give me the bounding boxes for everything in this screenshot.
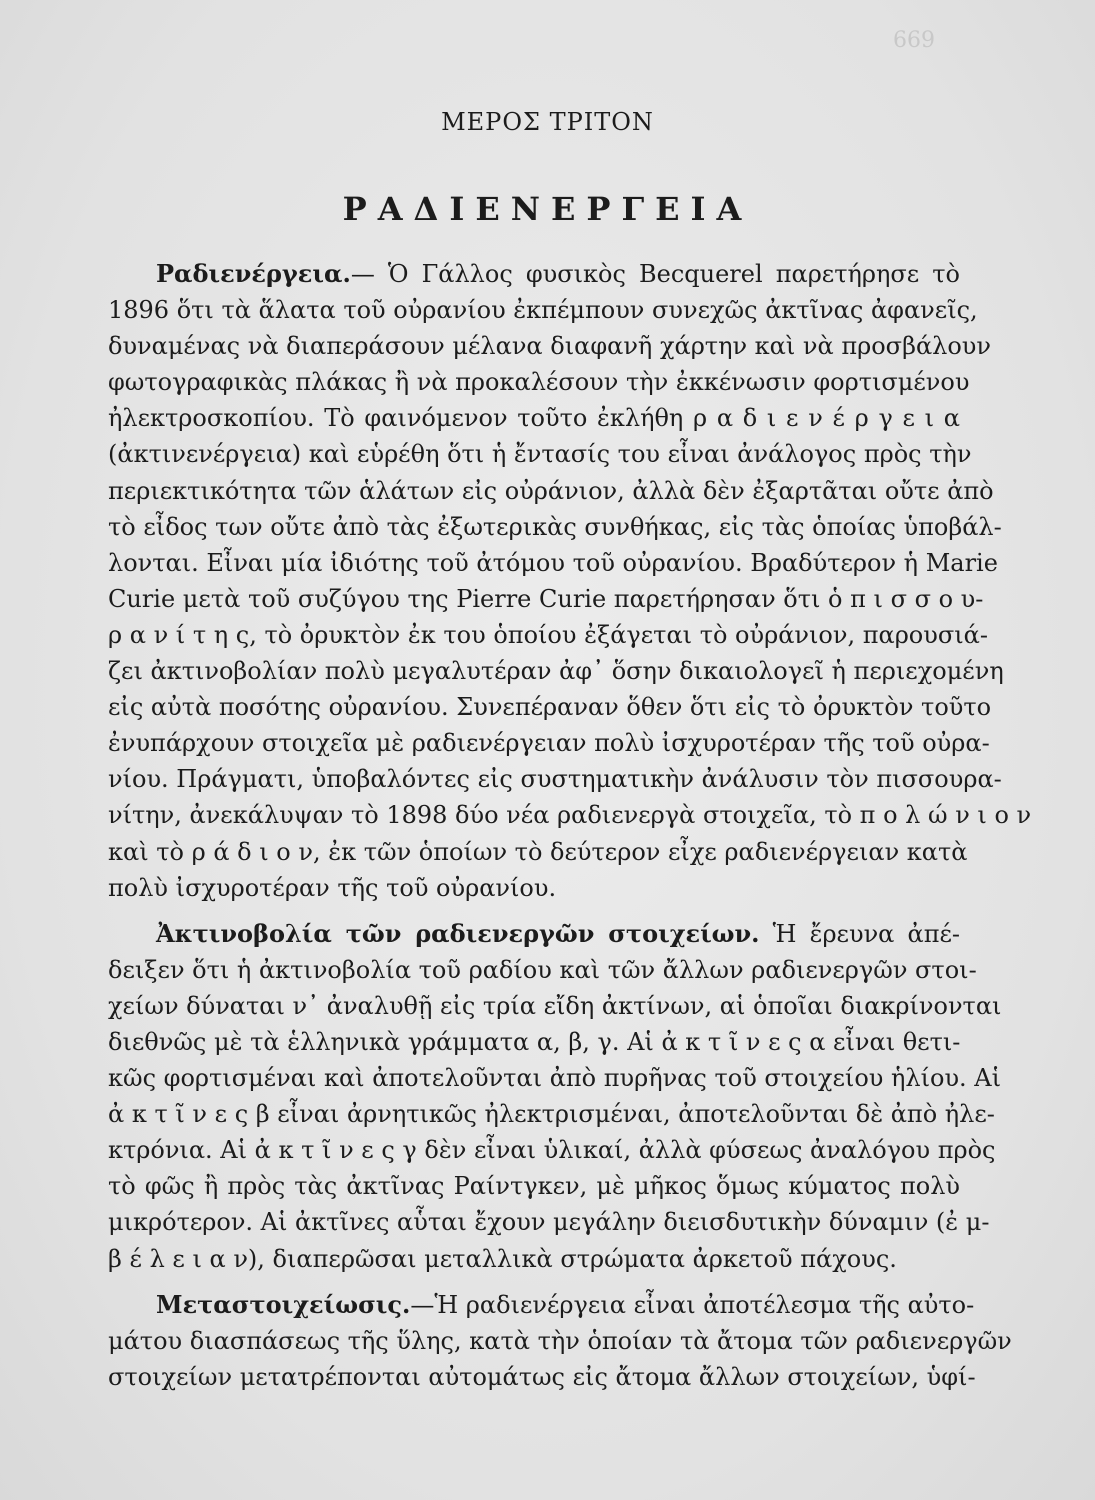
text-line: ρ α ν ί τ η ς, τὸ ὀρυκτὸν ἐκ του ὁποίου ἐξάγεται τὸ οὐράνιον, παρουσιά- [108, 620, 988, 649]
chapter-heading: ΡΑΔΙΕΝΕΡΓΕΙΑ [342, 190, 753, 228]
text-line: (ἀκτινενέργεια) καὶ εὑρέθη ὅτι ἡ ἔντασίς του εἶναι ἀνάλογος πρὸς τὴν [108, 440, 972, 469]
text-line: — Ὁ Γάλλος φυσικὸς Becquerel παρετήρησε τὸ [350, 260, 960, 288]
text-line: 1896 ὅτι τὰ ἅλατα τοῦ οὐρανίου ἐκπέμπουν συνεχῶς ἀκτῖνας ἀφανεῖς, [108, 296, 978, 325]
text-line: καὶ τὸ ρ ά δ ι ο ν, ἐκ τῶν ὁποίων τὸ δεύτερον εἶχε ραδιενέργειαν κατὰ [108, 837, 968, 866]
text-line: Curie μετὰ τοῦ συζύγου της Pierre Curie παρετήρησαν ὅτι ὁ π ι σ σ ο υ- [108, 584, 984, 613]
section-title: Μεταστοιχείωσις. [156, 1289, 411, 1319]
text-line: —Ἡ ραδιενέργεια εἶναι ἀποτέλεσμα τῆς αὐτο- [410, 1290, 975, 1319]
text-line: μάτου διασπάσεως τῆς ὕλης, κατὰ τὴν ὁποίαν τὰ ἄτομα τῶν ραδιενεργῶν [108, 1326, 1012, 1355]
section-first-line [108, 916, 960, 952]
text-line: δυναμένας νὰ διαπεράσουν μέλανα διαφανῆ χάρτην καὶ νὰ προσβάλουν [108, 332, 991, 361]
part-heading: ΜΕΡΟΣ ΤΡΙΤΟΝ [441, 108, 654, 136]
paragraph-gap [108, 1277, 960, 1287]
text-line: διεθνῶς μὲ τὰ ἑλληνικὰ γράμματα α, β, γ. Αἱ ἀ κ τ ῖ ν ε ς α εἶναι θετι- [108, 1027, 961, 1056]
text-line: ζει ἀκτινοβολίαν πολὺ μεγαλυτέραν ἀφ᾽ ὅσην δικαιολογεῖ ἡ περιεχομένη [108, 657, 1004, 686]
text-line: στοιχείων μετατρέπονται αὐτομάτως εἰς ἄτομα ἄλλων στοιχείων, ὑφί- [108, 1362, 976, 1391]
text-line: περιεκτικότητα τῶν ἁλάτων εἰς οὐράνιον, ἀλλὰ δὲν ἐξαρτᾶται οὔτε ἀπὸ [108, 476, 994, 505]
text-line: δειξεν ὅτι ἡ ἀκτινοβολία τοῦ ραδίου καὶ τῶν ἄλλων ραδιενεργῶν στοι- [108, 955, 977, 984]
text-line: εἰς αὐτὰ ποσότης οὐρανίου. Συνεπέραναν ὅθεν ὅτι εἰς τὸ ὀρυκτὸν τοῦτο [108, 693, 992, 722]
text-line: κτρόνια. Αἱ ἀ κ τ ῖ ν ε ς γ δὲν εἶναι ὑλικαί, ἀλλὰ φύσεως ἀναλόγου πρὸς [108, 1136, 996, 1165]
section-title: Ἀκτινοβολία τῶν ραδιενεργῶν στοιχείων. [156, 918, 760, 948]
text-line: νίου. Πράγματι, ὑποβαλόντες εἰς συστηματικὴν ἀνάλυσιν τὸν πισσουρα- [108, 765, 1002, 794]
text-line: τὸ εἶδος των οὔτε ἀπὸ τὰς ἐξωτερικὰς συνθήκας, εἰς τὰς ὁποίας ὑποβάλ- [108, 512, 1002, 541]
text-line: τὸ φῶς ἢ πρὸς τὰς ἀκτῖνας Ραίντγκεν, μὲ μῆκος ὅμως κύματος πολὺ [108, 1172, 960, 1201]
section-title: Ραδιενέργεια. [156, 259, 351, 288]
section-first-line [108, 256, 960, 292]
paragraph-gap [108, 906, 960, 916]
text-line: λονται. Εἶναι μία ἰδιότης τοῦ ἀτόμου τοῦ οὐρανίου. Βραδύτερον ἡ Marie [108, 548, 998, 577]
body-text [108, 256, 1032, 1395]
text-line: φωτογραφικὰς πλάκας ἢ νὰ προκαλέσουν τὴν ἐκκένωσιν φορτισμένου [108, 368, 970, 397]
text-line: ἐνυπάρχουν στοιχεῖα μὲ ραδιενέργειαν πολὺ ἰσχυροτέραν τῆς τοῦ οὐρα- [108, 729, 990, 758]
text-line: Ἡ ἔρευνα ἀπέ- [759, 919, 961, 948]
text-line: β έ λ ε ι α ν), διαπερῶσαι μεταλλικὰ στρώματα ἀρκετοῦ πάχους. [108, 1244, 897, 1273]
text-line: πολὺ ἰσχυροτέραν τῆς τοῦ οὐρανίου. [108, 873, 557, 902]
page-number: 669 [893, 28, 935, 53]
text-line: νίτην, ἀνεκάλυψαν τὸ 1898 δύο νέα ραδιενεργὰ στοιχεῖα, τὸ π ο λ ώ ν ι ο ν [108, 801, 1032, 830]
text-line: ἀ κ τ ῖ ν ε ς β εἶναι ἀρνητικῶς ἠλεκτρισμέναι, ἀποτελοῦνται δὲ ἀπὸ ἠλε- [108, 1100, 995, 1129]
text-line: κῶς φορτισμέναι καὶ ἀποτελοῦνται ἀπὸ πυρῆνας τοῦ στοιχείου ἡλίου. Αἱ [108, 1064, 1002, 1093]
text-line: χείων δύναται ν᾽ ἀναλυθῇ εἰς τρία εἴδη ἀκτίνων, αἱ ὁποῖαι διακρίνονται [108, 991, 1002, 1020]
section-first-line [108, 1287, 975, 1323]
text-line: ἠλεκτροσκοπίου. Τὸ φαινόμενον τοῦτο ἐκλήθη ρ α δ ι ε ν έ ρ γ ε ι α [108, 404, 960, 433]
text-line: μικρότερον. Αἱ ἀκτῖνες αὗται ἔχουν μεγάλην διεισδυτικὴν δύναμιν (ἐ μ- [108, 1208, 990, 1237]
